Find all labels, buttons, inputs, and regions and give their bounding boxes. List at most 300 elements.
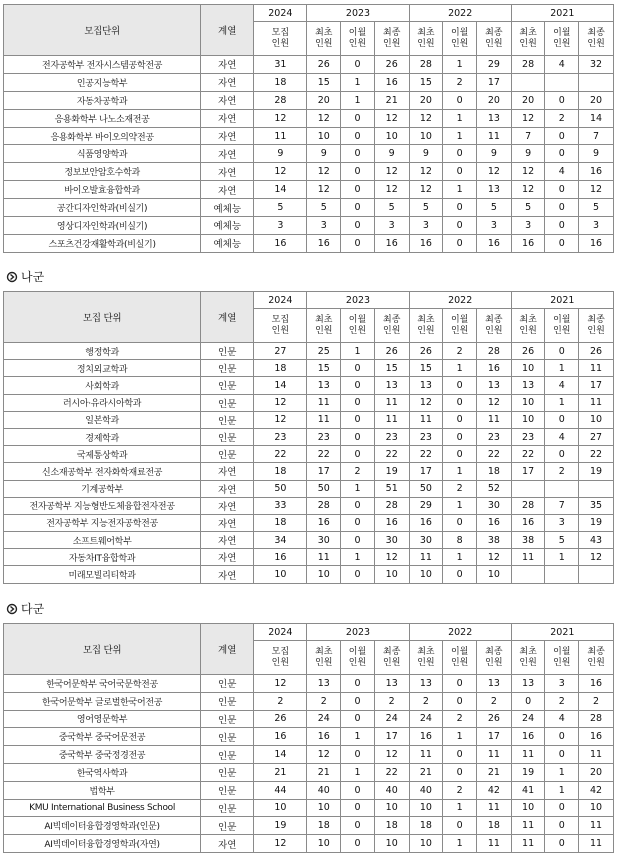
cell-value: 11: [307, 549, 341, 566]
cell-value: 16: [254, 728, 307, 746]
cell-value: 20: [409, 91, 443, 109]
cell-value: 2: [374, 692, 409, 710]
circle-arrow-icon: [6, 603, 18, 615]
header-year-2022: 2022: [409, 5, 511, 22]
cell-unit: 응용화학부 나노소재전공: [4, 109, 201, 127]
cell-value: 0: [443, 217, 477, 235]
table-row: [4, 566, 614, 583]
cell-value: 22: [307, 446, 341, 463]
cell-value: 10: [511, 411, 545, 428]
cell-value: 0: [443, 411, 477, 428]
cell-value: 11: [307, 394, 341, 411]
cell-value: 1: [341, 480, 375, 497]
cell-value: 0: [443, 566, 477, 583]
table-row: [4, 497, 614, 514]
cell-value: 16: [254, 234, 307, 252]
table-row: [4, 394, 614, 411]
header-year-2023: 2023: [307, 624, 409, 641]
cell-value: 5: [579, 199, 614, 217]
cell-unit: 정치외교학과: [4, 360, 201, 377]
header-moved: 이월 인원: [545, 22, 579, 56]
cell-value: 17: [409, 463, 443, 480]
header-quota: 모집 인원: [254, 641, 307, 675]
cell-value: 14: [254, 181, 307, 199]
cell-value: 0: [545, 127, 579, 145]
cell-value: 0: [341, 746, 375, 764]
cell-value: 26: [476, 710, 511, 728]
cell-track: 자연: [201, 497, 254, 514]
header-initial: 최초 인원: [307, 309, 341, 343]
cell-value: 3: [545, 675, 579, 693]
cell-value: 12: [511, 109, 545, 127]
cell-value: 16: [579, 728, 614, 746]
cell-value: 0: [545, 746, 579, 764]
cell-value: 38: [476, 532, 511, 549]
cell-value: 26: [254, 710, 307, 728]
cell-value: 1: [545, 360, 579, 377]
cell-value: 10: [409, 835, 443, 853]
header-year-2022: 2022: [409, 292, 511, 309]
cell-value: 10: [307, 566, 341, 583]
cell-value: 0: [545, 91, 579, 109]
cell-value: 26: [307, 56, 341, 74]
admission-table-da: [3, 623, 614, 853]
cell-value: 16: [476, 234, 511, 252]
cell-value: 0: [443, 446, 477, 463]
cell-track: 자연: [201, 163, 254, 181]
cell-value: 51: [374, 480, 409, 497]
cell-value: 13: [307, 377, 341, 394]
cell-value: 28: [409, 56, 443, 74]
cell-value: 16: [511, 514, 545, 531]
cell-value: 17: [307, 463, 341, 480]
cell-value: 1: [443, 549, 477, 566]
table-row: [4, 163, 614, 181]
cell-track: 인문: [201, 781, 254, 799]
cell-value: [545, 73, 579, 91]
header-unit: 모집단위: [4, 5, 201, 56]
cell-value: 41: [511, 781, 545, 799]
cell-unit: 행정학과: [4, 343, 201, 360]
table-row: [4, 514, 614, 531]
cell-value: 1: [341, 549, 375, 566]
cell-value: 0: [443, 746, 477, 764]
header-initial: 최초 인원: [511, 641, 545, 675]
cell-value: 12: [579, 549, 614, 566]
cell-value: 2: [307, 692, 341, 710]
header-year-2022: 2022: [409, 624, 511, 641]
cell-value: 1: [341, 343, 375, 360]
table-row: [4, 763, 614, 781]
header-initial: 최초 인원: [409, 641, 443, 675]
cell-value: 5: [307, 199, 341, 217]
cell-value: 10: [511, 799, 545, 817]
cell-value: 5: [545, 532, 579, 549]
cell-unit: 스포츠건강재활학과(비실기): [4, 234, 201, 252]
header-final: 최종 인원: [579, 641, 614, 675]
cell-track: 자연: [201, 514, 254, 531]
cell-value: 23: [254, 428, 307, 445]
cell-value: 16: [374, 73, 409, 91]
header-final: 최종 인원: [374, 309, 409, 343]
cell-value: 30: [409, 532, 443, 549]
cell-track: 인문: [201, 411, 254, 428]
header-track: 계열: [201, 292, 254, 343]
cell-value: 11: [579, 835, 614, 853]
header-year-2021: 2021: [511, 624, 613, 641]
cell-value: 0: [341, 446, 375, 463]
cell-value: 0: [341, 145, 375, 163]
cell-value: 17: [476, 73, 511, 91]
cell-value: 0: [545, 181, 579, 199]
cell-value: 9: [511, 145, 545, 163]
cell-unit: 기계공학부: [4, 480, 201, 497]
table-row: [4, 817, 614, 835]
circle-arrow-icon: [6, 271, 18, 283]
cell-value: 10: [511, 360, 545, 377]
table-row: [4, 692, 614, 710]
cell-value: 12: [409, 163, 443, 181]
cell-track: 자연: [201, 480, 254, 497]
cell-value: 28: [476, 343, 511, 360]
cell-value: 4: [545, 377, 579, 394]
cell-value: 0: [341, 181, 375, 199]
cell-value: 5: [409, 199, 443, 217]
cell-value: 14: [254, 377, 307, 394]
cell-track: 인문: [201, 394, 254, 411]
cell-value: [545, 566, 579, 583]
cell-value: 24: [307, 710, 341, 728]
table-row: [4, 343, 614, 360]
cell-value: 21: [409, 763, 443, 781]
cell-value: 18: [254, 463, 307, 480]
cell-value: 1: [443, 127, 477, 145]
cell-value: 3: [409, 217, 443, 235]
cell-value: 22: [579, 446, 614, 463]
cell-value: 22: [374, 763, 409, 781]
cell-value: 0: [341, 377, 375, 394]
cell-value: 19: [579, 463, 614, 480]
cell-value: 12: [307, 109, 341, 127]
cell-value: 12: [307, 163, 341, 181]
cell-value: 2: [476, 692, 511, 710]
cell-value: 12: [307, 181, 341, 199]
cell-value: 0: [443, 377, 477, 394]
cell-value: 14: [254, 746, 307, 764]
table-row: [4, 532, 614, 549]
cell-track: 인문: [201, 360, 254, 377]
cell-value: 1: [545, 549, 579, 566]
table-row: [4, 91, 614, 109]
cell-track: 인문: [201, 428, 254, 445]
header-moved: 이월 인원: [443, 641, 477, 675]
table-row: [4, 234, 614, 252]
cell-value: 11: [579, 360, 614, 377]
header-year-2024: 2024: [254, 5, 307, 22]
cell-value: 20: [511, 91, 545, 109]
cell-value: 30: [374, 532, 409, 549]
admission-table-na: [3, 291, 614, 584]
cell-value: 0: [341, 781, 375, 799]
cell-value: 0: [341, 127, 375, 145]
cell-value: 10: [409, 799, 443, 817]
cell-value: 30: [307, 532, 341, 549]
cell-value: 11: [511, 549, 545, 566]
header-unit: 모집 단위: [4, 292, 201, 343]
cell-value: 5: [374, 199, 409, 217]
cell-value: 3: [511, 217, 545, 235]
cell-value: 10: [374, 835, 409, 853]
table-row: [4, 181, 614, 199]
cell-value: 16: [409, 234, 443, 252]
cell-unit: 식품영양학과: [4, 145, 201, 163]
cell-value: 28: [307, 497, 341, 514]
cell-unit: 공간디자인학과(비실기): [4, 199, 201, 217]
cell-value: 25: [307, 343, 341, 360]
cell-value: 3: [374, 217, 409, 235]
cell-value: 0: [341, 566, 375, 583]
header-initial: 최초 인원: [409, 309, 443, 343]
cell-value: 18: [476, 817, 511, 835]
cell-unit: 소프트웨어학부: [4, 532, 201, 549]
cell-value: 0: [545, 199, 579, 217]
cell-value: 11: [476, 746, 511, 764]
cell-unit: 전자공학부 전자시스템공학전공: [4, 56, 201, 74]
cell-value: 10: [307, 799, 341, 817]
cell-unit: 사회학과: [4, 377, 201, 394]
header-initial: 최초 인원: [511, 22, 545, 56]
header-track: 계열: [201, 5, 254, 56]
cell-value: 4: [545, 428, 579, 445]
cell-value: 11: [409, 746, 443, 764]
cell-value: 2: [443, 480, 477, 497]
cell-value: 15: [307, 360, 341, 377]
cell-value: 15: [409, 73, 443, 91]
cell-value: 26: [374, 56, 409, 74]
header-year-2021: 2021: [511, 292, 613, 309]
cell-value: 12: [511, 181, 545, 199]
cell-value: 11: [374, 394, 409, 411]
cell-value: 16: [511, 234, 545, 252]
cell-value: 31: [254, 56, 307, 74]
cell-value: 0: [545, 234, 579, 252]
cell-track: 예체능: [201, 234, 254, 252]
cell-value: 50: [409, 480, 443, 497]
cell-value: 23: [409, 428, 443, 445]
cell-value: 12: [409, 394, 443, 411]
cell-unit: 경제학과: [4, 428, 201, 445]
header-unit: 모집 단위: [4, 624, 201, 675]
cell-value: 16: [254, 549, 307, 566]
cell-value: 24: [511, 710, 545, 728]
cell-value: 0: [443, 163, 477, 181]
cell-value: 18: [254, 360, 307, 377]
cell-value: 2: [579, 692, 614, 710]
cell-value: 0: [545, 343, 579, 360]
cell-value: 4: [545, 56, 579, 74]
cell-value: 0: [443, 675, 477, 693]
cell-value: 18: [307, 817, 341, 835]
table-row: [4, 199, 614, 217]
cell-value: 5: [476, 199, 511, 217]
header-track: 계열: [201, 624, 254, 675]
cell-value: 9: [579, 145, 614, 163]
cell-value: 0: [443, 692, 477, 710]
cell-value: 13: [374, 377, 409, 394]
cell-track: 인문: [201, 692, 254, 710]
cell-unit: 자동차IT융합학과: [4, 549, 201, 566]
cell-value: 20: [579, 91, 614, 109]
cell-value: 8: [443, 532, 477, 549]
cell-track: 인문: [201, 343, 254, 360]
cell-value: 13: [476, 377, 511, 394]
cell-value: 0: [511, 692, 545, 710]
cell-value: 10: [254, 566, 307, 583]
cell-value: 38: [511, 532, 545, 549]
cell-value: 12: [511, 163, 545, 181]
cell-track: 자연: [201, 56, 254, 74]
cell-value: 16: [307, 728, 341, 746]
cell-value: 1: [443, 56, 477, 74]
cell-value: 15: [307, 73, 341, 91]
cell-value: 13: [307, 675, 341, 693]
cell-value: 9: [409, 145, 443, 163]
cell-unit: 전자공학부 지능형반도체융합전자전공: [4, 497, 201, 514]
cell-value: 11: [579, 746, 614, 764]
cell-value: 2: [443, 73, 477, 91]
cell-value: 4: [545, 163, 579, 181]
cell-unit: 전자공학부 지능전자공학전공: [4, 514, 201, 531]
cell-value: 0: [341, 234, 375, 252]
table-row: [4, 835, 614, 853]
cell-value: 24: [409, 710, 443, 728]
cell-value: 16: [579, 675, 614, 693]
cell-value: 5: [511, 199, 545, 217]
cell-value: 16: [511, 728, 545, 746]
cell-value: 27: [254, 343, 307, 360]
cell-value: 1: [545, 763, 579, 781]
cell-value: 0: [341, 199, 375, 217]
cell-track: 자연: [201, 73, 254, 91]
cell-value: 2: [545, 692, 579, 710]
cell-value: 11: [476, 127, 511, 145]
cell-value: 10: [374, 127, 409, 145]
cell-value: 16: [476, 360, 511, 377]
cell-value: [511, 73, 545, 91]
cell-value: 12: [476, 549, 511, 566]
cell-value: 0: [545, 145, 579, 163]
cell-value: 1: [341, 91, 375, 109]
cell-value: 10: [374, 799, 409, 817]
cell-value: 11: [511, 746, 545, 764]
cell-value: 13: [511, 377, 545, 394]
cell-value: 0: [443, 763, 477, 781]
cell-value: 0: [443, 234, 477, 252]
cell-unit: 인공지능학부: [4, 73, 201, 91]
cell-track: 자연: [201, 549, 254, 566]
cell-track: 인문: [201, 710, 254, 728]
cell-value: 12: [254, 675, 307, 693]
cell-value: 0: [341, 360, 375, 377]
cell-value: 40: [307, 781, 341, 799]
cell-value: 0: [443, 817, 477, 835]
cell-track: 자연: [201, 145, 254, 163]
cell-value: 1: [443, 497, 477, 514]
cell-value: 16: [579, 163, 614, 181]
cell-track: 자연: [201, 532, 254, 549]
cell-track: 인문: [201, 763, 254, 781]
header-final: 최종 인원: [579, 22, 614, 56]
cell-value: 52: [476, 480, 511, 497]
table-row: [4, 56, 614, 74]
cell-value: 50: [307, 480, 341, 497]
cell-value: 12: [307, 746, 341, 764]
cell-value: 40: [374, 781, 409, 799]
cell-value: 10: [307, 127, 341, 145]
cell-value: 20: [579, 763, 614, 781]
cell-value: 26: [579, 343, 614, 360]
table-row: [4, 675, 614, 693]
header-moved: 이월 인원: [443, 309, 477, 343]
cell-value: 2: [341, 463, 375, 480]
cell-value: 26: [511, 343, 545, 360]
cell-unit: 바이오발효융합학과: [4, 181, 201, 199]
cell-value: 11: [476, 411, 511, 428]
cell-track: 예체능: [201, 199, 254, 217]
cell-unit: 일본학과: [4, 411, 201, 428]
cell-value: 12: [254, 411, 307, 428]
cell-value: 10: [409, 566, 443, 583]
cell-value: 13: [476, 675, 511, 693]
cell-unit: 법학부: [4, 781, 201, 799]
header-final: 최종 인원: [374, 22, 409, 56]
table-row: [4, 411, 614, 428]
cell-value: 7: [545, 497, 579, 514]
cell-value: 16: [409, 514, 443, 531]
cell-value: 0: [341, 710, 375, 728]
header-initial: 최초 인원: [307, 641, 341, 675]
cell-value: 0: [341, 799, 375, 817]
cell-value: [511, 480, 545, 497]
cell-value: 18: [254, 514, 307, 531]
cell-value: 0: [443, 394, 477, 411]
cell-value: 13: [374, 675, 409, 693]
cell-value: 0: [443, 91, 477, 109]
cell-value: 3: [579, 217, 614, 235]
cell-value: 19: [511, 763, 545, 781]
cell-value: 21: [307, 763, 341, 781]
section-na-title: 나군: [21, 270, 45, 284]
cell-value: 1: [443, 109, 477, 127]
cell-unit: 한국어문학부 국어국문학전공: [4, 675, 201, 693]
cell-value: 1: [341, 728, 375, 746]
cell-value: 7: [579, 127, 614, 145]
cell-unit: 영상디자인학과(비실기): [4, 217, 201, 235]
cell-value: 0: [443, 199, 477, 217]
cell-value: 22: [476, 446, 511, 463]
cell-value: 10: [374, 566, 409, 583]
cell-value: 12: [409, 109, 443, 127]
cell-track: 인문: [201, 675, 254, 693]
cell-value: 0: [341, 394, 375, 411]
cell-value: 0: [545, 835, 579, 853]
cell-value: 2: [443, 781, 477, 799]
cell-value: 32: [579, 56, 614, 74]
cell-value: 13: [409, 377, 443, 394]
cell-value: 10: [409, 127, 443, 145]
cell-unit: AI빅데이터융합경영학과(인문): [4, 817, 201, 835]
section-da-title: 다군: [21, 602, 45, 616]
